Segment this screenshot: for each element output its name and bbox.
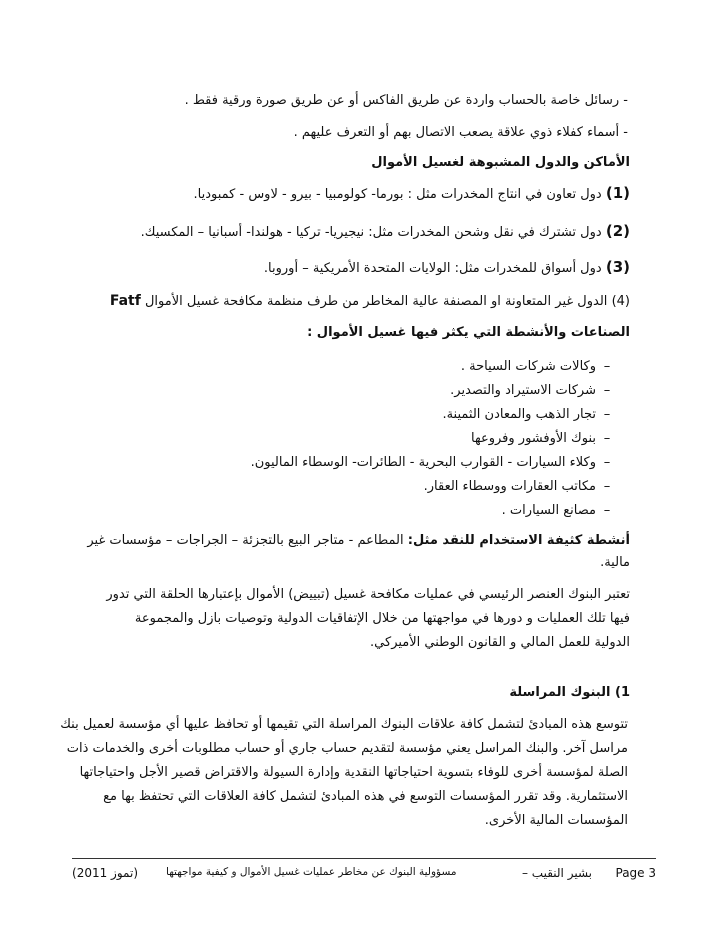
list-item [141,222,630,242]
list-number: (1) [605,184,630,202]
text-line: تتوسع هذه المبادئ لتشمل كافة علاقات البنوك المراسلة التي تقيمها أو تحافظ عليها أي مؤسسة لعميل بنك [60,717,628,732]
list-item: –شركات الاستيراد والتصدير. [450,383,611,398]
list-number: (4) [611,294,630,309]
section-heading: الأماكن والدول المشبوهة لغسيل الأموال [371,155,630,170]
list-item: –تجار الذهب والمعادن الثمينة. [442,407,611,422]
list-item: –وكالات شركات السياحة . [460,359,611,374]
page-number: Page 3 [615,866,656,880]
section-number: 1) [615,685,630,700]
text-line: الاستثمارية. وقد تقرر المؤسسات التوسع في هذه المبادئ لتشمل كافة العلاقات التي تحتفظ بها مع [103,789,628,804]
cash-activities-label: أنشطة كثيفة الاستخدام للنقد مثل: [407,533,630,548]
footer-author: بشير النقيب – [521,866,592,880]
cash-activities-text: المطاعم - متاجر البيع بالتجزئة – الجراجات – مؤسسات غير [87,533,408,548]
text-line: مالية. [600,555,630,570]
text-line: الدولية للعمل المالي و القانون الوطني الأميركي. [370,635,630,650]
list-item [110,292,630,311]
list-number: (2) [605,222,630,240]
text-line: فيها تلك العمليات و دورها في مواجهتها من خلال الإتفاقيات الدولية وتوصيات بازل والمجموعة [134,611,630,626]
text-line: الصلة لمؤسسة أخرى للوفاء بتسوية احتياجاتها النقدية وإدارة السيولة والاقتراض قصير الأجل واحتياجاتها [79,765,628,780]
list-item: –وكلاء السيارات - القوارب البحرية - الطائرات- الوسطاء الماليون. [250,455,611,470]
section-title [509,684,630,702]
list-text: دول تعاون في انتاج المخدرات مثل : بورما- كولومبيا - بيرو - لاوس - كمبوديا. [193,187,602,202]
page-footer [72,866,656,886]
list-number: (3) [605,258,630,276]
list-item: –مكاتب العقارات ووسطاء العقار. [423,479,611,494]
text-line: مراسل آخر. والبنك المراسل يعني مؤسسة لتقديم حساب جاري أو حساب مطلوبات أخرى والخدمات ذات [66,741,628,756]
list-text: دول أسواق للمخدرات مثل: الولايات المتحدة الأمريكية – أوروبا. [263,261,602,276]
text-line: - رسائل خاصة بالحساب واردة عن طريق الفاكس أو عن طريق صورة ورقية فقط . [184,93,628,108]
text-line: تعتبر البنوك العنصر الرئيسي في عمليات مكافحة غسيل (تبييض) الأموال بإعتبارها الحلقة التي تدور [106,587,630,602]
footer-date: (تموز 2011) [72,866,139,880]
section-heading: الصناعات والأنشطة التي يكثر فيها غسيل الأموال : [307,325,630,340]
text-line: المؤسسات المالية الأخرى. [484,813,628,828]
list-text: الدول غير المتعاونة او المصنفة عالية المخاطر من طرف منظمة مكافحة غسيل الأموال [144,294,608,309]
list-item: –بنوك الأوفشور وفروعها [471,431,611,446]
footer-divider [72,858,656,859]
fatf-tag: Fatf [109,293,141,309]
list-item [194,184,630,204]
section-title-text: البنوك المراسلة [509,685,611,700]
footer-title: مسؤولية البنوك عن مخاطر عمليات غسيل الأموال و كيفية مواجهتها [166,866,457,878]
text-line: - أسماء كفلاء ذوي علاقة يصعب الاتصال بهم أو التعرف عليهم . [293,125,628,140]
list-item [264,258,630,278]
cash-activities-line [87,532,630,550]
list-item: –مصانع السيارات . [501,503,611,518]
list-text: دول تشترك في نقل وشحن المخدرات مثل: نيجيريا- تركيا - هولندا- أسبانيا – المكسيك. [140,225,602,240]
